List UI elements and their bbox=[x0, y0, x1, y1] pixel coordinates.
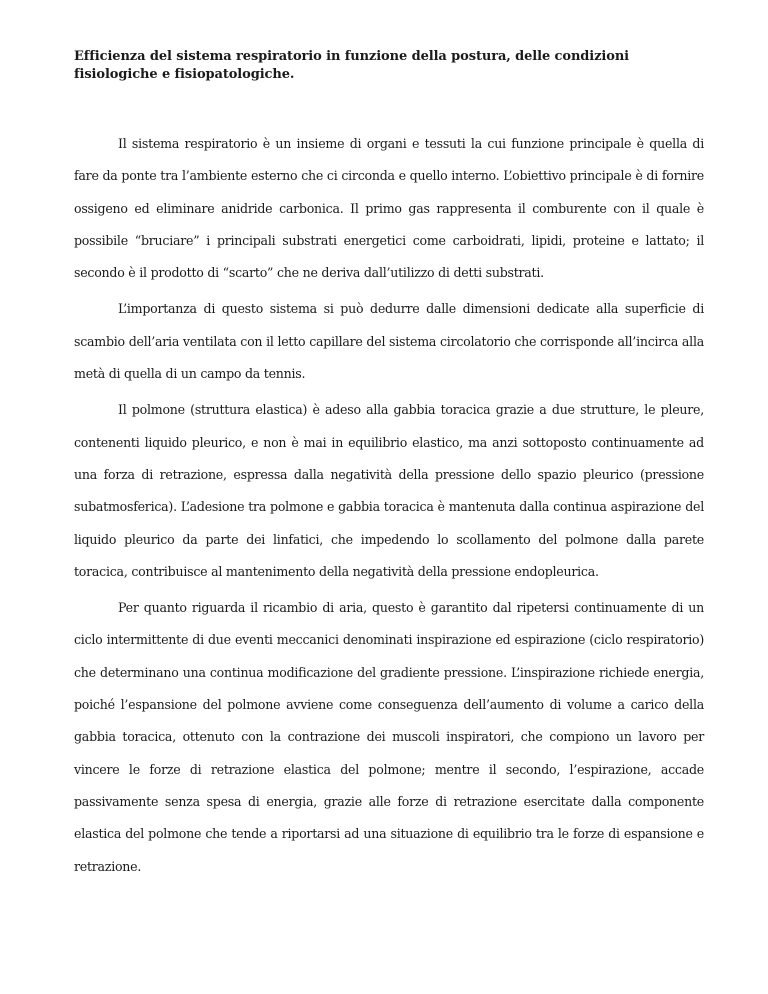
document-title: Efficienza del sistema respiratorio in funzione della postura, delle condizioni fisiologiche e fisiopatologiche. bbox=[74, 49, 630, 82]
paragraph-1: Il sistema respiratorio è un insieme di organi e tessuti la cui funzione principale è quella di fare da ponte tra l’ambiente esterno che ci circonda e quello interno. L’obiettivo principale è di fornire ossigeno ed eliminare anidride carbonica. Il primo gas rappresenta il comburente con il quale è possibile “bruciare” i principali substrati energetici come carboidrati, lipidi, proteine e lattato; il secondo è il prodotto di “scarto” che ne deriva dall’utilizzo di detti substrati. bbox=[74, 136, 704, 281]
paragraph-4: Per quanto riguarda il ricambio di aria, questo è garantito dal ripetersi continuamente di un ciclo intermittente di due eventi meccanici denominati inspirazione ed espirazione (ciclo respiratorio) che determinano una continua modificazione del gradiente pressione. L’inspirazione richiede energia, poiché l’espansione del polmone avviene come conseguenza dell’aumento di volume a carico della gabbia toracica, ottenuto con la contrazione dei muscoli inspiratori, che compiono un lavoro per vincere le forze di retrazione elastica del polmone; mentre il secondo, l’espirazione, accade passivamente senza spesa di energia, grazie alle forze di retrazione esercitate dalla componente elastica del polmone che tende a riportarsi ad una situazione di equilibrio tra le forze di espansione e retrazione. bbox=[74, 600, 704, 874]
document-page bbox=[74, 48, 704, 887]
paragraph-2: L’importanza di questo sistema si può dedurre dalle dimensioni dedicate alla superficie di scambio dell’aria ventilata con il letto capillare del sistema circolatorio che corrisponde all’incirca alla metà di quella di un campo da tennis. bbox=[74, 301, 704, 382]
paragraph-3: Il polmone (struttura elastica) è adeso alla gabbia toracica grazie a due strutture, le pleure, contenenti liquido pleurico, e non è mai in equilibrio elastico, ma anzi sottoposto continuamente ad una forza di retrazione, espressa dalla negatività della pressione dello spazio pleurico (pressione subatmosferica). L’adesione tra polmone e gabbia toracica è mantenuta dalla continua aspirazione del liquido pleurico da parte dei linfatici, che impedendo lo scollamento del polmone dalla parete toracica, contribuisce al mantenimento della negatività della pressione endopleurica. bbox=[74, 402, 704, 579]
